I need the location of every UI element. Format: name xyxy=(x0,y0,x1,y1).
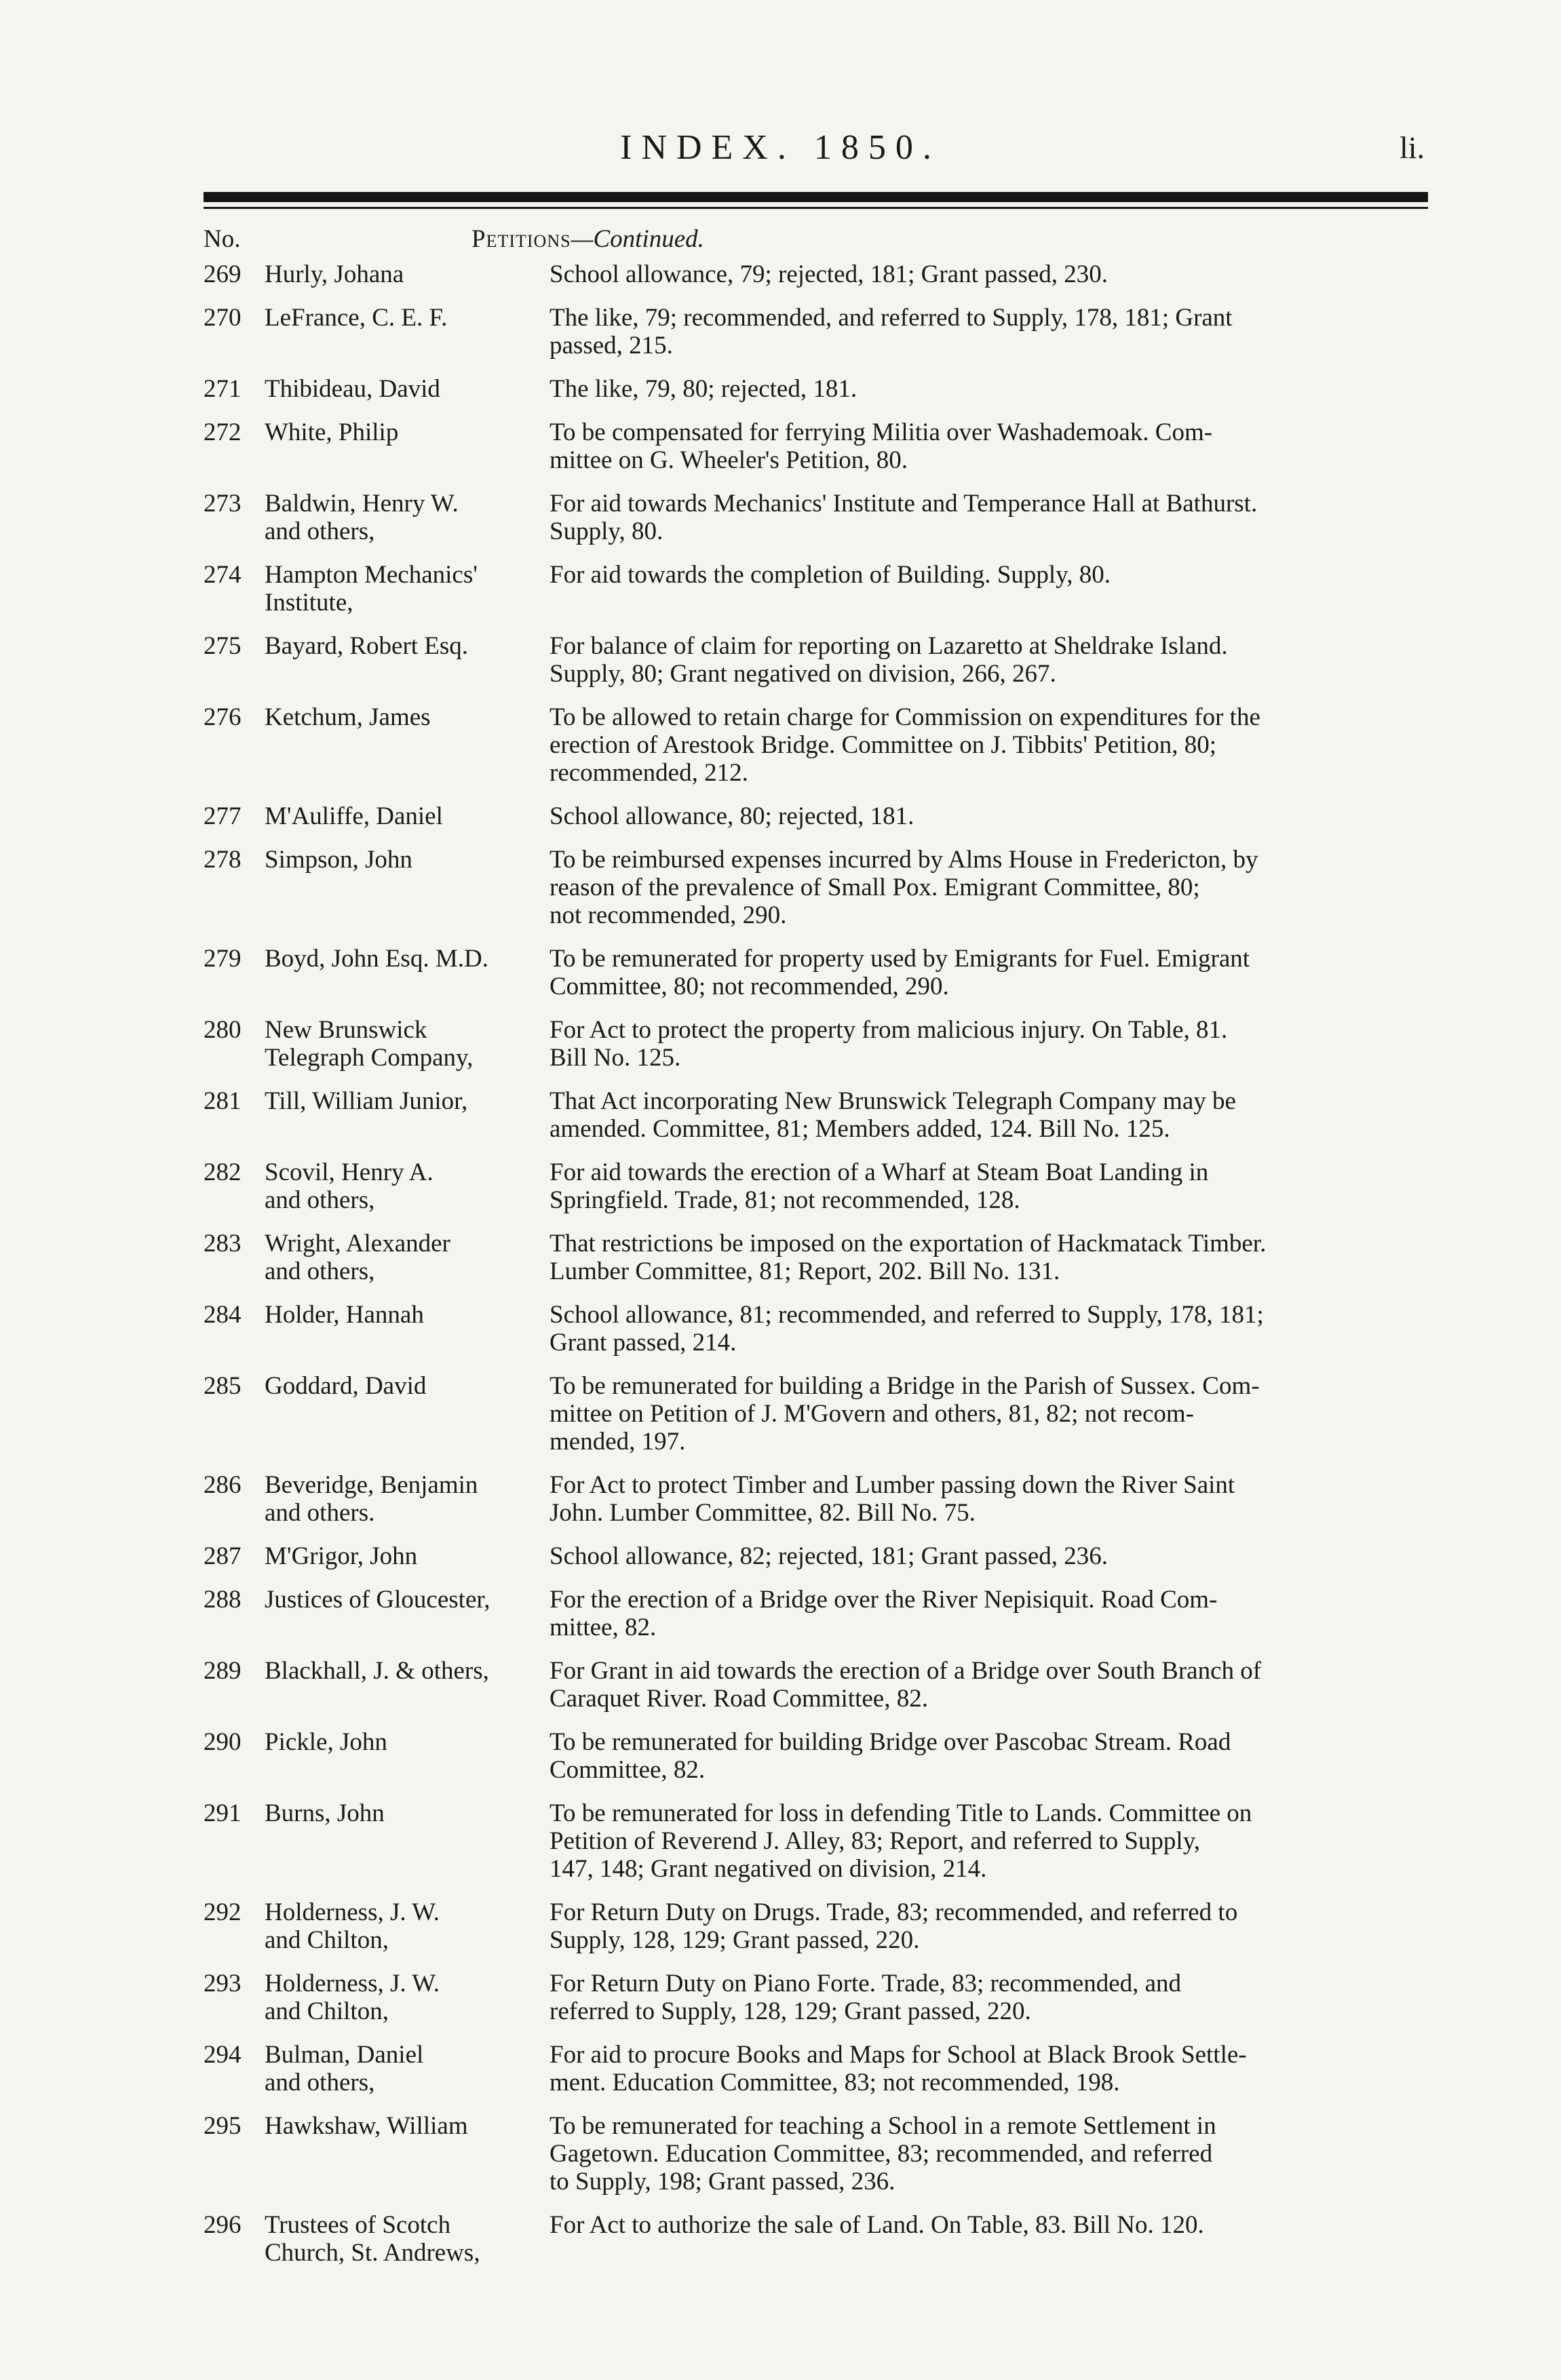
petition-description: To be compensated for ferrying Militia over Washademoak. Com- mittee on G. Wheeler's Petition, 80. xyxy=(550,418,1213,474)
petition-number: 283 xyxy=(204,1230,242,1257)
petition-number: 274 xyxy=(204,561,242,589)
petition-number: 269 xyxy=(204,260,242,288)
petition-number: 288 xyxy=(204,1586,242,1614)
petitioner-name: LeFrance, C. E. F. xyxy=(265,304,448,332)
petition-number: 295 xyxy=(204,2112,242,2140)
petitioner-name: Simpson, John xyxy=(265,846,412,874)
petition-description: For aid towards Mechanics' Institute and Temperance Hall at Bathurst. Supply, 80. xyxy=(550,490,1258,545)
petition-number: 285 xyxy=(204,1372,242,1400)
petition-description: That restrictions be imposed on the exportation of Hackmatack Timber. Lumber Committee, 81; Report, 202. Bill No. 131. xyxy=(550,1230,1267,1285)
petition-description: To be remunerated for property used by Emigrants for Fuel. Emigrant Committee, 80; not recommended, 290. xyxy=(550,945,1250,1000)
petition-number: 273 xyxy=(204,490,242,518)
petitioner-name: Pickle, John xyxy=(265,1728,387,1756)
petition-number: 289 xyxy=(204,1657,242,1685)
petitioner-name: White, Philip xyxy=(265,418,399,446)
petition-entry xyxy=(204,1657,1431,1713)
header-rule-thick xyxy=(204,192,1428,202)
petitioner-name: Beveridge, Benjamin and others. xyxy=(265,1471,478,1527)
petition-entry xyxy=(204,2041,1431,2096)
petition-description: To be reimbursed expenses incurred by Alms House in Fredericton, by reason of the prevalence of Small Pox. Emigrant Committee, 80; not recommended, 290. xyxy=(550,846,1258,929)
petition-entry xyxy=(204,304,1431,359)
petition-number: 282 xyxy=(204,1158,242,1186)
petition-number: 277 xyxy=(204,802,242,830)
petitioner-name: Ketchum, James xyxy=(265,703,431,731)
petition-number: 287 xyxy=(204,1542,242,1570)
petition-entry xyxy=(204,1230,1431,1285)
petition-entry xyxy=(204,1016,1431,1072)
petition-entry xyxy=(204,1799,1431,1883)
petition-number: 280 xyxy=(204,1016,242,1044)
petitioner-name: Baldwin, Henry W. and others, xyxy=(265,490,459,545)
petition-description: For Act to protect Timber and Lumber passing down the River Saint John. Lumber Committee, 82. Bill No. 75. xyxy=(550,1471,1235,1527)
petition-entry xyxy=(204,561,1431,617)
column-heading-number: No. xyxy=(204,225,241,253)
petitioner-name: Holderness, J. W. and Chilton, xyxy=(265,1970,440,2025)
petition-number: 278 xyxy=(204,846,242,874)
petition-description: The like, 79, 80; rejected, 181. xyxy=(550,375,857,403)
petition-entry xyxy=(204,1586,1431,1641)
petitioner-name: Blackhall, J. & others, xyxy=(265,1657,489,1685)
petition-entry xyxy=(204,1372,1431,1456)
petition-entry xyxy=(204,703,1431,787)
petition-number: 290 xyxy=(204,1728,242,1756)
petition-description: School allowance, 79; rejected, 181; Grant passed, 230. xyxy=(550,260,1109,288)
page-number: li. xyxy=(1399,130,1425,165)
petition-number: 296 xyxy=(204,2211,242,2239)
petitioner-name: Goddard, David xyxy=(265,1372,427,1400)
petition-description: For Act to authorize the sale of Land. On Table, 83. Bill No. 120. xyxy=(550,2211,1204,2239)
petitioner-name: Wright, Alexander and others, xyxy=(265,1230,450,1285)
petitioner-name: Thibideau, David xyxy=(265,375,440,403)
petition-entry xyxy=(204,1898,1431,1954)
petition-entry xyxy=(204,1542,1431,1570)
petition-number: 286 xyxy=(204,1471,242,1499)
petitioner-name: Justices of Gloucester, xyxy=(265,1586,490,1614)
petition-description: To be remunerated for teaching a School in a remote Settlement in Gagetown. Education Committee, 83; recommended, and referred to Supply, 198; Grant passed, 236. xyxy=(550,2112,1216,2196)
petition-description: For Act to protect the property from malicious injury. On Table, 81. Bill No. 125. xyxy=(550,1016,1228,1072)
petition-description: The like, 79; recommended, and referred to Supply, 178, 181; Grant passed, 215. xyxy=(550,304,1233,359)
petition-entry xyxy=(204,375,1431,403)
petitioner-name: M'Auliffe, Daniel xyxy=(265,802,443,830)
petition-entry xyxy=(204,1471,1431,1527)
petition-number: 272 xyxy=(204,418,242,446)
petition-entry xyxy=(204,1728,1431,1784)
petitioner-name: M'Grigor, John xyxy=(265,1542,418,1570)
petition-entry xyxy=(204,632,1431,688)
petition-entry xyxy=(204,2112,1431,2196)
petition-entries xyxy=(204,260,1431,2282)
petition-description: For aid to procure Books and Maps for School at Black Brook Settle- ment. Education Committee, 83; not recommended, 198. xyxy=(550,2041,1247,2096)
petition-entry xyxy=(204,1301,1431,1357)
petition-number: 292 xyxy=(204,1898,242,1926)
petition-description: For Grant in aid towards the erection of a Bridge over South Branch of Caraquet River. Road Committee, 82. xyxy=(550,1657,1262,1713)
petition-number: 293 xyxy=(204,1970,242,1997)
petitioner-name: Bulman, Daniel and others, xyxy=(265,2041,424,2096)
petition-description: To be remunerated for building a Bridge in the Parish of Sussex. Com- mittee on Petition of J. M'Govern and others, 81, 82; not recom- mended, 197. xyxy=(550,1372,1260,1456)
petition-number: 276 xyxy=(204,703,242,731)
petitioner-name: Holder, Hannah xyxy=(265,1301,424,1329)
petition-description: For balance of claim for reporting on Lazaretto at Sheldrake Island. Supply, 80; Grant negatived on division, 266, 267. xyxy=(550,632,1228,688)
petition-description: School allowance, 80; rejected, 181. xyxy=(550,802,914,830)
section-heading-label: Petitions xyxy=(471,225,571,253)
petitioner-name: Boyd, John Esq. M.D. xyxy=(265,945,488,973)
petition-entry xyxy=(204,846,1431,929)
header-rule-thin xyxy=(204,207,1428,209)
petition-number: 291 xyxy=(204,1799,242,1827)
petitioner-name: Burns, John xyxy=(265,1799,385,1827)
petition-number: 279 xyxy=(204,945,242,973)
petition-entry xyxy=(204,2211,1431,2267)
petitioner-name: Scovil, Henry A. and others, xyxy=(265,1158,433,1214)
petition-entry xyxy=(204,802,1431,830)
petitioner-name: Holderness, J. W. and Chilton, xyxy=(265,1898,440,1954)
petition-number: 294 xyxy=(204,2041,242,2069)
petition-number: 275 xyxy=(204,632,242,660)
petitioner-name: Hawkshaw, William xyxy=(265,2112,468,2140)
petition-entry xyxy=(204,490,1431,545)
petition-entry xyxy=(204,1087,1431,1143)
petition-description: To be remunerated for building Bridge over Pascobac Stream. Road Committee, 82. xyxy=(550,1728,1231,1784)
petition-entry xyxy=(204,1970,1431,2025)
petition-number: 284 xyxy=(204,1301,242,1329)
petition-entry xyxy=(204,260,1431,288)
petition-description: To be allowed to retain charge for Commission on expenditures for the erection of Arestook Bridge. Committee on J. Tibbits' Petition, 80; recommended, 212. xyxy=(550,703,1260,787)
petition-description: That Act incorporating New Brunswick Telegraph Company may be amended. Committee, 81; Members added, 124. Bill No. 125. xyxy=(550,1087,1236,1143)
petitioner-name: Hurly, Johana xyxy=(265,260,404,288)
petition-description: For the erection of a Bridge over the River Nepisiquit. Road Com- mittee, 82. xyxy=(550,1586,1218,1641)
petition-number: 271 xyxy=(204,375,242,403)
petition-entry xyxy=(204,418,1431,474)
section-heading xyxy=(471,224,704,255)
petition-description: For Return Duty on Drugs. Trade, 83; recommended, and referred to Supply, 128, 129; Grant passed, 220. xyxy=(550,1898,1238,1954)
petition-number: 270 xyxy=(204,304,242,332)
section-heading-continued: —Continued. xyxy=(571,225,704,253)
running-title: INDEX. 1850. xyxy=(620,128,941,167)
petition-entry xyxy=(204,1158,1431,1214)
petition-description: School allowance, 81; recommended, and referred to Supply, 178, 181; Grant passed, 214. xyxy=(550,1301,1264,1357)
petitioner-name: Hampton Mechanics' Institute, xyxy=(265,561,478,617)
petition-description: For aid towards the erection of a Wharf at Steam Boat Landing in Springfield. Trade, 81; not recommended, 128. xyxy=(550,1158,1209,1214)
petition-entry xyxy=(204,945,1431,1000)
petition-number: 281 xyxy=(204,1087,242,1115)
petitioner-name: Till, William Junior, xyxy=(265,1087,468,1115)
petition-description: For aid towards the completion of Building. Supply, 80. xyxy=(550,561,1111,589)
petition-description: To be remunerated for loss in defending Title to Lands. Committee on Petition of Reverend J. Alley, 83; Report, and referred to Supply, 147, 148; Grant negatived on division, 214. xyxy=(550,1799,1252,1883)
petition-description: For Return Duty on Piano Forte. Trade, 83; recommended, and referred to Supply, 128, 129; Grant passed, 220. xyxy=(550,1970,1182,2025)
petition-description: School allowance, 82; rejected, 181; Grant passed, 236. xyxy=(550,1542,1109,1570)
petitioner-name: Trustees of Scotch Church, St. Andrews, xyxy=(265,2211,480,2267)
petitioner-name: Bayard, Robert Esq. xyxy=(265,632,469,660)
petitioner-name: New Brunswick Telegraph Company, xyxy=(265,1016,474,1072)
